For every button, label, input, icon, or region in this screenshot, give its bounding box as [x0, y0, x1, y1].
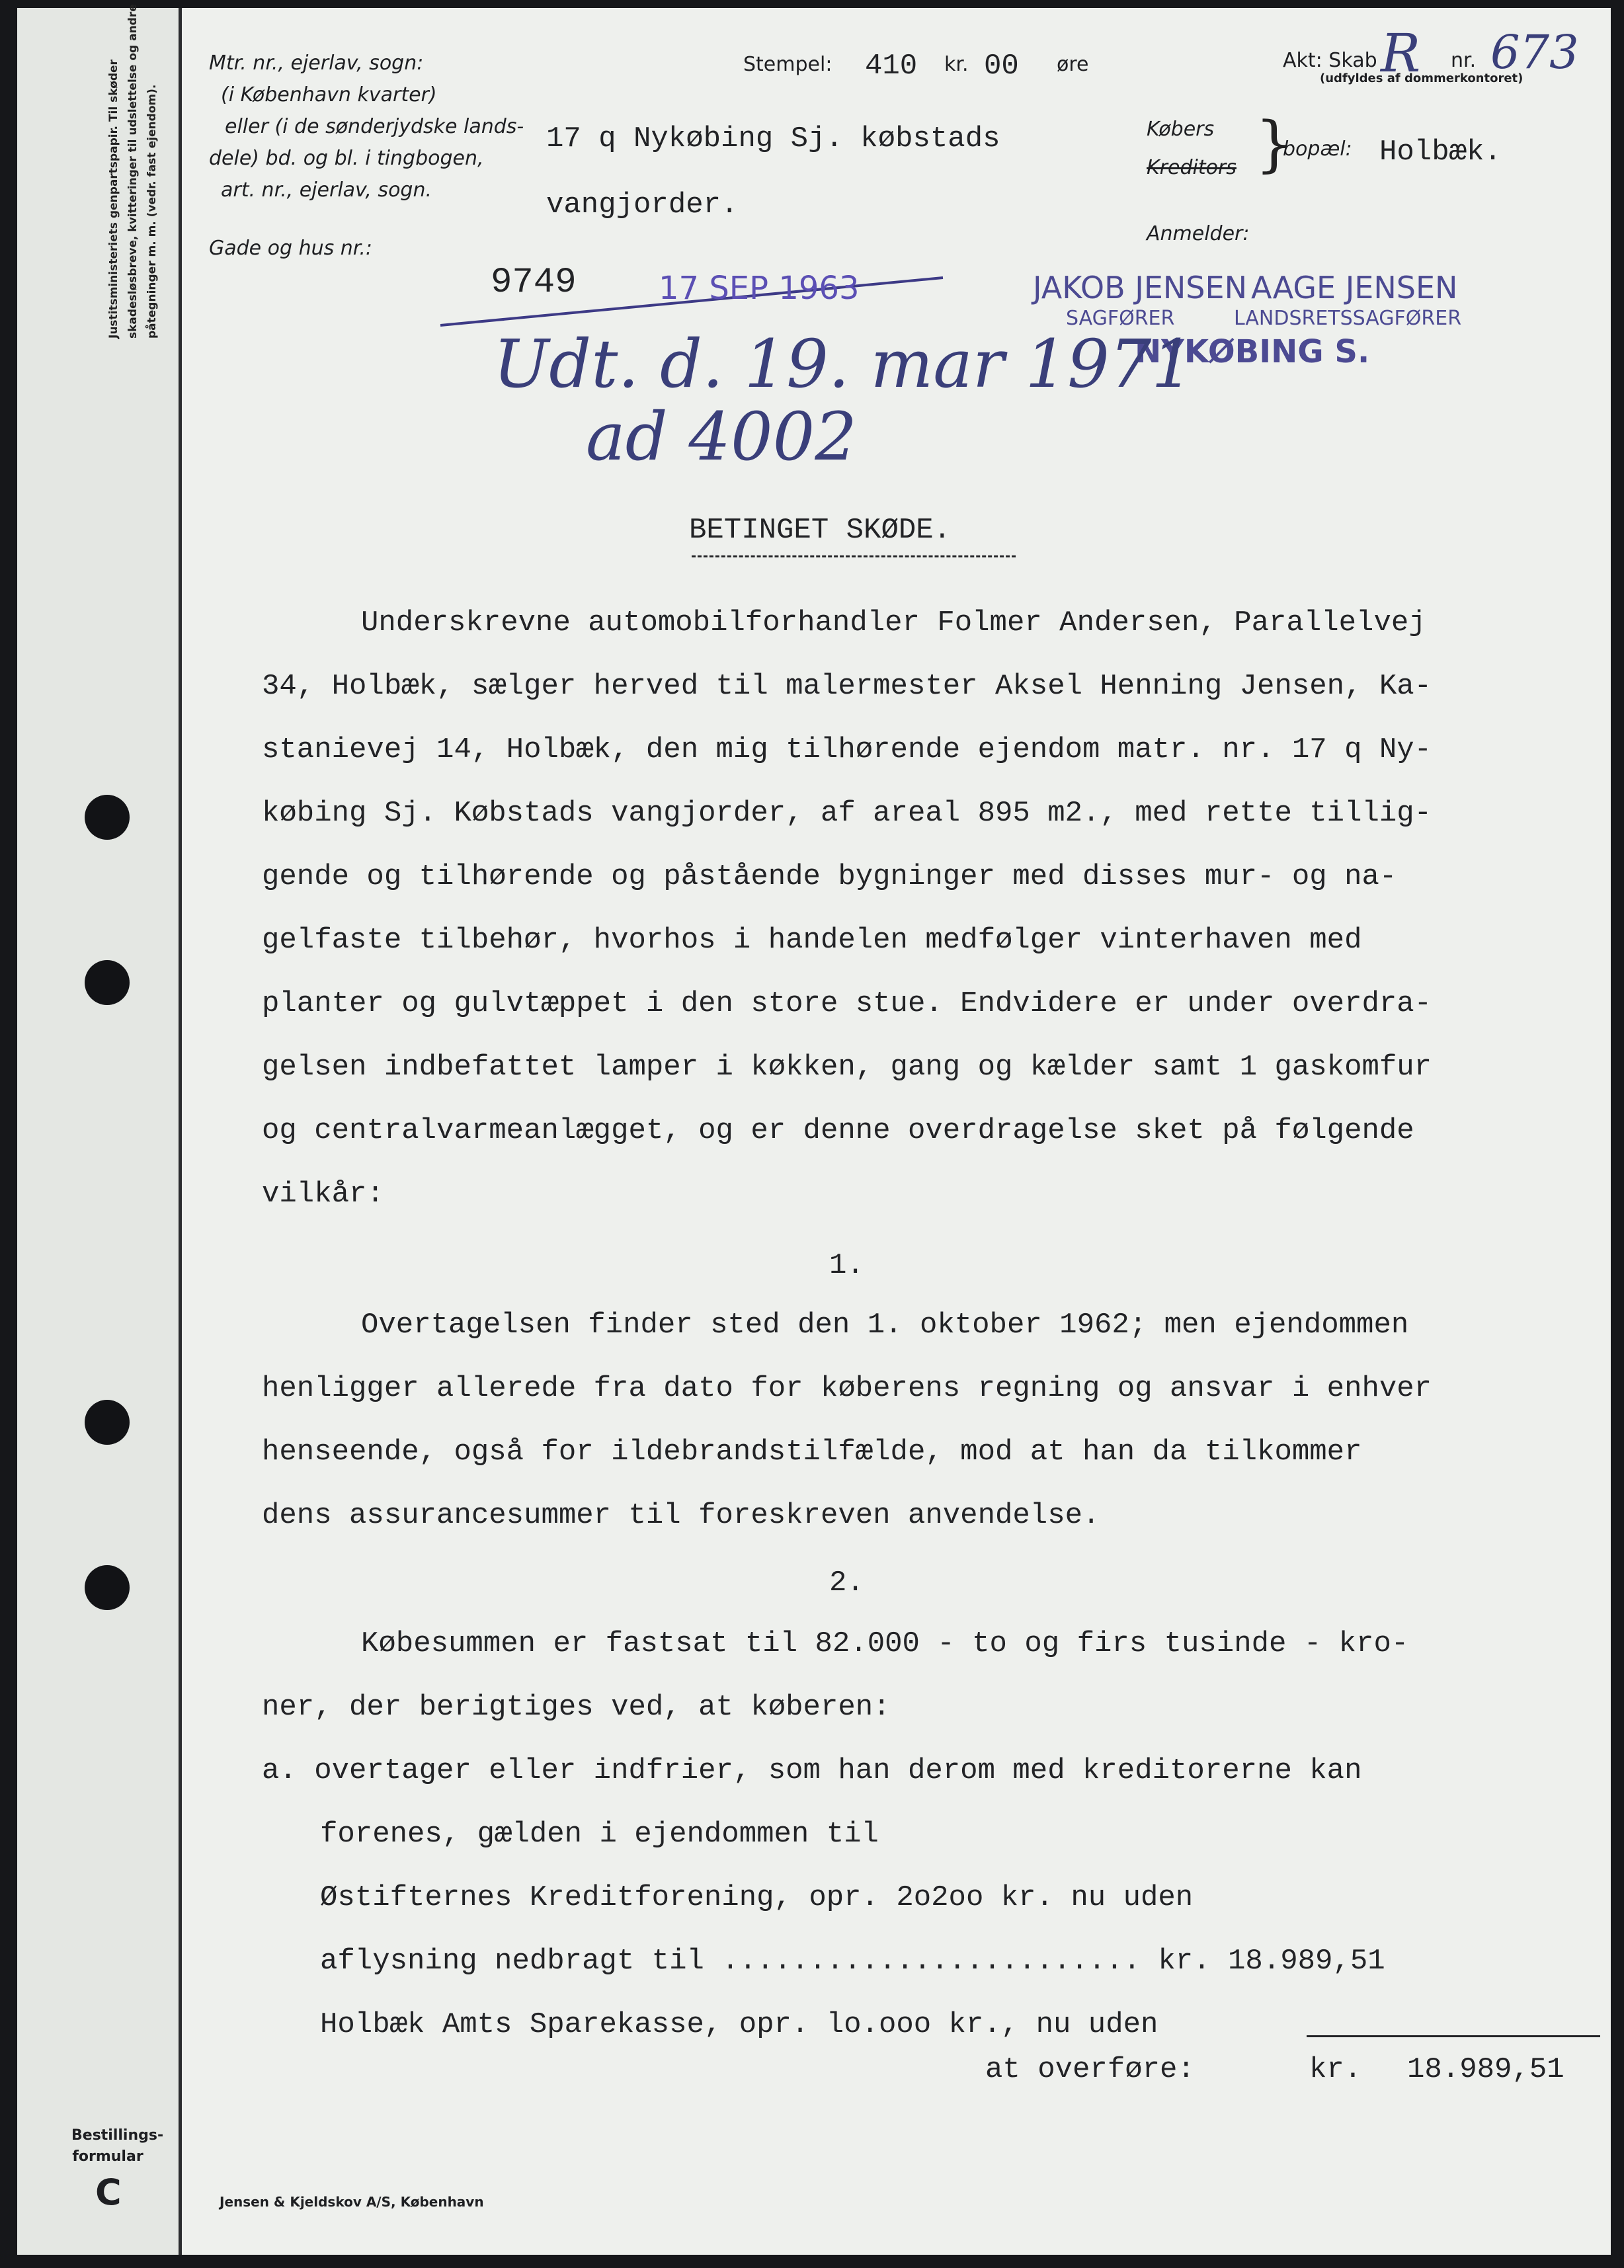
- section-1-line: henligger allerede fra dato for køberens regning og ansvar i enhver: [262, 1372, 1432, 1405]
- punch-hole: [85, 960, 130, 1005]
- property-label-line: (i København kvarter): [221, 83, 437, 106]
- lawyer1-title: SAGFØRER: [1066, 307, 1175, 330]
- kr-label: kr.: [944, 53, 969, 76]
- handwritten-note: Udt. d. 19. mar 1971: [493, 325, 1194, 403]
- body-line: og centralvarmeanlægget, og er denne overdragelse sket på følgende: [262, 1114, 1414, 1147]
- title-underline: [692, 555, 1016, 557]
- transfer-kr: kr.: [1309, 2053, 1362, 2086]
- body-line: vilkår:: [262, 1178, 384, 1211]
- punch-hole: [85, 1400, 130, 1445]
- vertical-note-line: påtegninger m. m. (vedr. fast ejendom).: [145, 84, 159, 339]
- section-2-line: Holbæk Amts Sparekasse, opr. lo.ooo kr., nu uden: [320, 2008, 1158, 2041]
- ore-label: øre: [1057, 53, 1089, 76]
- body-line: Underskrevne automobilforhandler Folmer Andersen, Parallelvej: [361, 606, 1426, 639]
- property-description-cont: vangjorder.: [546, 188, 739, 222]
- street-field-label: Gade og hus nr.:: [209, 237, 373, 260]
- order-label-line: Bestillings-: [71, 2127, 164, 2144]
- sum-rule: [1307, 2035, 1600, 2037]
- body-line: 34, Holbæk, sælger herved til malermester Aksel Henning Jensen, Ka-: [262, 670, 1432, 703]
- residence-label: bopæl:: [1283, 138, 1352, 161]
- creditor-label: Kreditors: [1147, 156, 1237, 179]
- property-label-line: dele) bd. og bl. i tingbogen,: [209, 147, 484, 170]
- section-2-line: forenes, gælden i ejendommen til: [320, 1818, 879, 1851]
- akt-nr-value: 673: [1490, 25, 1579, 79]
- body-line: gelfaste tilbehør, hvorhos i handelen medfølger vinterhaven med: [262, 924, 1362, 957]
- section-1-line: henseende, også for ildebrandstilfælde, mod at han da tilkommer: [262, 1436, 1362, 1469]
- date-stamp: 17 SEP 1963: [659, 270, 860, 307]
- residence-value: Holbæk.: [1379, 136, 1502, 169]
- vertical-note-line: Justitsministeriets genpartspapir. Til skøder: [107, 60, 120, 339]
- transfer-label: at overføre:: [985, 2053, 1195, 2086]
- akt-skab-value: R: [1381, 22, 1421, 84]
- section-2-line: a. overtager eller indfrier, som han derom med kreditorerne kan: [262, 1754, 1362, 1787]
- section-1-line: dens assurancesummer til foreskreven anvendelse.: [262, 1499, 1100, 1532]
- body-line: planter og gulvtæppet i den store stue. Endvidere er under overdra-: [262, 987, 1432, 1020]
- section-1-line: Overtagelsen finder sted den 1. oktober 1962; men ejendommen: [361, 1309, 1409, 1342]
- body-line: gelsen indbefattet lamper i køkken, gang og kælder samt 1 gaskomfur: [262, 1051, 1432, 1084]
- registration-number: 9749: [491, 263, 577, 303]
- section-2-line: Købesummen er fastsat til 82.000 - to og firs tusinde - kro-: [361, 1627, 1409, 1660]
- handwritten-ref: ad 4002: [586, 398, 857, 475]
- section-2-line: ner, der berigtiges ved, at køberen:: [262, 1691, 891, 1724]
- property-label-line: eller (i de sønderjydske lands-: [225, 115, 524, 138]
- body-line: stanievej 14, Holbæk, den mig tilhørende ejendom matr. nr. 17 q Ny-: [262, 733, 1432, 766]
- property-label-line: Mtr. nr., ejerlav, sogn:: [209, 52, 424, 75]
- body-line: købing Sj. Købstads vangjorder, af areal 895 m2., med rette tillig-: [262, 797, 1432, 830]
- brace: }: [1255, 108, 1294, 179]
- section-2-number: 2.: [829, 1566, 864, 1600]
- form-letter: C: [95, 2171, 122, 2213]
- akt-nr-label: nr.: [1451, 49, 1477, 72]
- lawyer2-title: LANDSRETSSAGFØRER: [1234, 307, 1462, 330]
- body-line: gende og tilhørende og påstående bygninger med disses mur- og na-: [262, 860, 1397, 893]
- property-field-label: [209, 48, 524, 206]
- lawyer-city: NYKØBING S.: [1135, 333, 1370, 370]
- stamp-duty-label: Stempel:: [743, 53, 832, 76]
- stamp-kr-value: 410: [865, 50, 918, 83]
- section-1-number: 1.: [829, 1249, 864, 1282]
- stamp-ore-value: 00: [984, 50, 1019, 83]
- vertical-note-line: skadesløsbreve, kvitteringer til udslettelse og andre: [126, 4, 140, 339]
- printer-imprint: Jensen & Kjeldskov A/S, København: [220, 2194, 484, 2210]
- buyer-label: Købers: [1147, 118, 1215, 141]
- document-sheet: [17, 4, 1611, 2255]
- property-description: 17 q Nykøbing Sj. købstads: [546, 122, 1000, 155]
- akt-skab-label: Akt: Skab: [1283, 49, 1377, 72]
- punch-hole: [85, 795, 130, 840]
- section-2-line: Østifternes Kreditforening, opr. 2o2oo kr. nu uden: [320, 1881, 1194, 1914]
- transfer-amount: 18.989,51: [1407, 2053, 1564, 2086]
- lawyer1-name: JAKOB JENSEN: [1033, 270, 1247, 305]
- section-2-line: aflysning nedbragt til ........................ kr. 18.989,51: [320, 1945, 1385, 1978]
- order-label-line: formular: [72, 2148, 143, 2165]
- property-label-line: art. nr., ejerlav, sogn.: [221, 179, 432, 202]
- document-title: BETINGET SKØDE.: [689, 514, 952, 547]
- akt-note: (udfyldes af dommerkontoret): [1320, 71, 1523, 85]
- notifier-label: Anmelder:: [1147, 222, 1250, 245]
- punch-hole: [85, 1565, 130, 1610]
- order-form-label: [71, 2125, 164, 2167]
- lawyer2-name: AAGE JENSEN: [1251, 270, 1458, 305]
- margin-strip: [17, 4, 182, 2255]
- vertical-legal-note: [104, 4, 162, 339]
